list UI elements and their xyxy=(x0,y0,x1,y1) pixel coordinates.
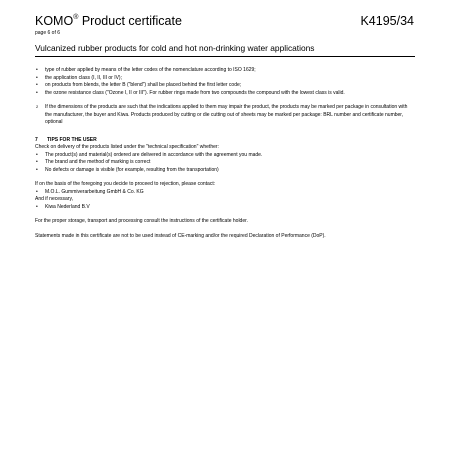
section-number: 7 xyxy=(35,136,38,143)
marking-list xyxy=(35,67,415,97)
list-item: • The brand and the method of marking is correct xyxy=(35,159,415,167)
title-rest: Product certificate xyxy=(78,14,182,28)
list-item: • on products from blends, the letter B ("blend") shall be placed behind the first letter code; xyxy=(35,82,415,90)
document-subtitle: Vulcanized rubber products for cold and hot non-drinking water applications xyxy=(35,43,315,53)
list-item: • type of rubber applied by means of the letter codes of the nomenclature according to ISO 1629; xyxy=(35,67,415,75)
section-title: TIPS FOR THE USER xyxy=(47,136,97,143)
page-title xyxy=(35,14,182,28)
contact-list-1 xyxy=(35,189,415,197)
page-number: page 6 of 6 xyxy=(35,30,61,36)
rejection-text: If on the basis of the foregoing you decide to proceed to rejection, please contact: xyxy=(35,181,216,187)
footnote xyxy=(35,104,415,127)
section-intro: Check on delivery of the products listed under the "technical specification" whether: xyxy=(35,144,219,150)
list-item: • No defects or damage is visible (for example, resulting from the transportation) xyxy=(35,167,415,175)
list-item: • The product(s) and material(s) ordered are delivered in accordance with the agreement you made. xyxy=(35,152,415,160)
list-item: • the ozone resistance class ("Ozone I, II or III"). For rubber rings made from two compounds the compound with the lowest class is valid. xyxy=(35,90,415,98)
header-divider xyxy=(35,56,415,57)
section-heading xyxy=(35,137,415,145)
title-komo: KOMO xyxy=(35,14,74,28)
certificate-number: K4195/34 xyxy=(360,14,414,28)
list-item: • the application class (I, II, III or IV); xyxy=(35,75,415,83)
contact-item: • M.O.L. Gummiverarbeitung GmbH & Co. KG xyxy=(35,189,415,197)
instructions-text: For the proper storage, transport and processing consult the instructions of the certificate holder. xyxy=(35,218,248,224)
document-body xyxy=(35,67,415,240)
statement-text: Statements made in this certificate are not to be used instead of CE-marking and/or the required Declaration of Performance (DoP). xyxy=(35,232,326,239)
check-list xyxy=(35,152,415,175)
contact-list-2 xyxy=(35,204,415,212)
footnote-mark: 2 xyxy=(36,104,39,109)
registered-mark: ® xyxy=(73,13,79,21)
footnote-text: If the dimensions of the products are such that the indications applied to them may impair the product, the products may be marked per package in consultation with the manufacturer, the buyer and Kiwa. Products produced by cutting or die cutting out of sheets may be marked per package: BRL number and certificate number, optional xyxy=(45,104,408,125)
if-necessary-text: And if necessary, xyxy=(35,196,73,202)
contact-item: • Kiwa Nederland B.V xyxy=(35,204,415,212)
